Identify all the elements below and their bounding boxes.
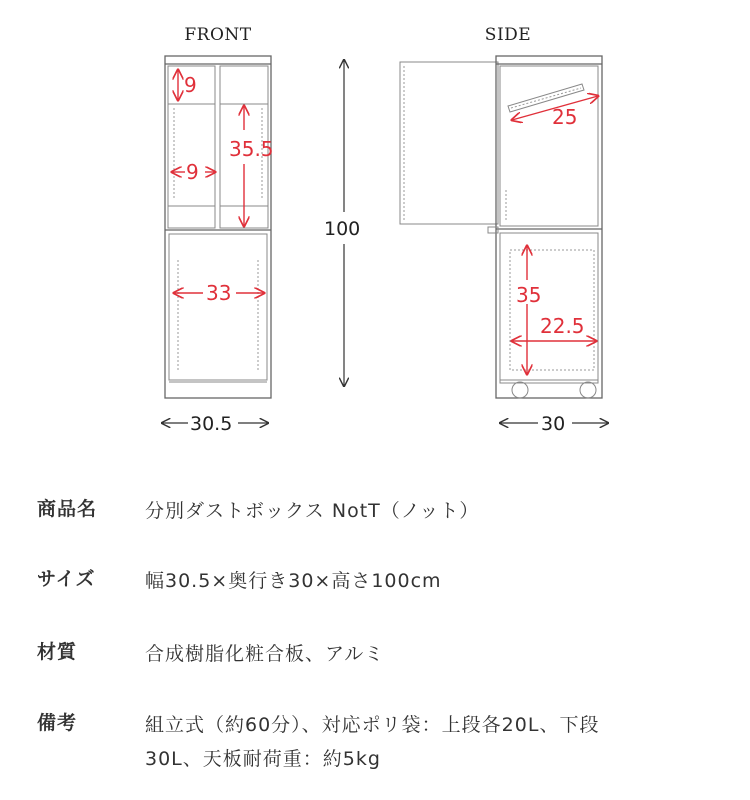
side-view [400,56,608,435]
front-dim-30-5: 30.5 [190,413,233,435]
front-dim-9-inner: 9 [186,160,199,184]
spec-value-line: 幅30.5×奥行き30×高さ100cm [145,570,442,592]
spec-value-line: 分別ダストボックス NotT（ノット） [145,500,480,522]
side-dim-30: 30 [541,413,566,435]
spec-label-size: サイズ [37,568,96,590]
spec-value-line: 組立式（約60分）、対応ポリ袋：上段各20L、下段 [145,714,600,736]
spec-label-notes: 備考 [37,712,78,734]
spec-value-line: 30L、天板耐荷重：約5kg [145,748,381,770]
side-dim-25: 25 [552,105,578,129]
spec-value-notes [145,708,725,776]
spec-value-product-name [145,494,725,528]
spec-value-line: 合成樹脂化粧合板、アルミ [145,643,385,665]
spec-value-material [145,637,725,671]
height-dimension [324,60,360,386]
front-dim-35-5: 35.5 [229,137,274,161]
spec-value-size [145,564,725,598]
spec-label-material: 材質 [37,641,78,663]
front-dim-33: 33 [206,281,232,305]
side-dim-35: 35 [516,283,542,307]
spec-label-product-name: 商品名 [37,498,98,520]
side-title: SIDE [484,25,532,45]
height-dim-100: 100 [324,218,361,240]
side-dim-22-5: 22.5 [540,314,585,338]
front-view [162,56,274,435]
front-title: FRONT [184,25,252,45]
front-dim-9-top: 9 [184,73,197,97]
